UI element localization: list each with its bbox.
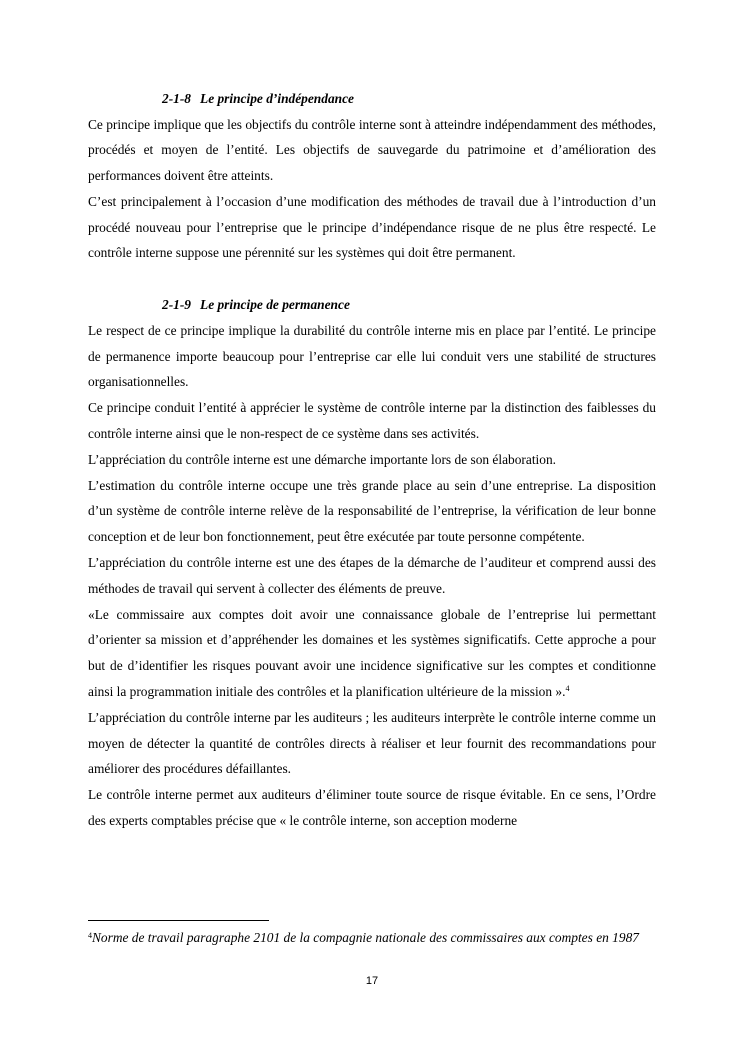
paragraph: Le contrôle interne permet aux auditeurs d’éliminer toute source de risque évitable. En ce sens, l’Ordre des experts comptables précise que « le contrôle interne, son acception moderne: [88, 787, 656, 828]
footnote-text: Norme de travail paragraphe 2101 de la compagnie nationale des commissaires aux comptes en 1987: [92, 930, 639, 945]
footnote-reference[interactable]: 4: [565, 683, 570, 693]
paragraph: L’appréciation du contrôle interne est une démarche importante lors de son élaboration.: [88, 451, 557, 467]
paragraph: L’estimation du contrôle interne occupe une très grande place au sein d’une entreprise. La disposition d’un système de contrôle interne relève de la responsabilité de l’entreprise, la vérification de leur bonne conception et de leur bon fonctionnement, peut être exécutée par toute personne compétente.: [88, 477, 656, 545]
paragraph: C’est principalement à l’occasion d’une modification des méthodes de travail due à l’introduction d’un procédé nouveau pour l’entreprise que le principe d’indépendance risque de ne plus être respecté. Le contrôle interne suppose une pérennité sur les systèmes qui doit être permanent.: [88, 193, 656, 261]
section-number: 2-1-8: [162, 91, 192, 106]
document-body: [88, 86, 656, 834]
section-heading-independance: [88, 86, 656, 112]
section-heading-permanence: [88, 292, 656, 318]
section-title: Le principe de permanence: [200, 297, 350, 313]
quotation-text: «Le commissaire aux comptes doit avoir une connaissance globale de l’entreprise lui permettant d’orienter sa mission et d’appréhender les domaines et les systèmes significatifs. Cette approche a pour but de d’identifier les risques pouvant avoir une incidence significative sur les comptes et conditionne ainsi la programmation initiale des contrôles et la planification ultérieure de la mission ».: [88, 606, 656, 699]
paragraph: Ce principe implique que les objectifs du contrôle interne sont à atteindre indépendamment des méthodes, procédés et moyen de l’entité. Les objectifs de sauvegarde du patrimoine et d’amélioration des performances doivent être atteints.: [88, 116, 656, 184]
paragraph: Le respect de ce principe implique la durabilité du contrôle interne mis en place par l’entité. Le principe de permanence importe beaucoup pour l’entreprise car elle lui conduit vers une stabilité de structures organisationnelles.: [88, 322, 656, 390]
page-number: 17: [365, 975, 379, 987]
paragraph: L’appréciation du contrôle interne est une des étapes de la démarche de l’auditeur et comprend aussi des méthodes de travail qui servent à collecter des éléments de preuve.: [88, 554, 656, 596]
section-spacer: [88, 266, 656, 292]
paragraph: L’appréciation du contrôle interne par les auditeurs ; les auditeurs interprète le contrôle interne comme un moyen de détecter la quantité de contrôles directs à réaliser et leur fournit des recommandations pour améliorer des procédures défaillantes.: [88, 709, 656, 777]
footnote-marker: 4: [88, 931, 92, 940]
quotation-paragraph: [88, 602, 656, 705]
paragraph: Ce principe conduit l’entité à apprécier le système de contrôle interne par la distinction des faiblesses du contrôle interne ainsi que le non-respect de ce système dans ses activités.: [88, 400, 656, 441]
section-number: 2-1-9: [162, 297, 192, 313]
footnote: [88, 929, 656, 946]
section-title: Le principe d’indépendance: [200, 91, 354, 106]
footnote-separator: [88, 920, 269, 921]
